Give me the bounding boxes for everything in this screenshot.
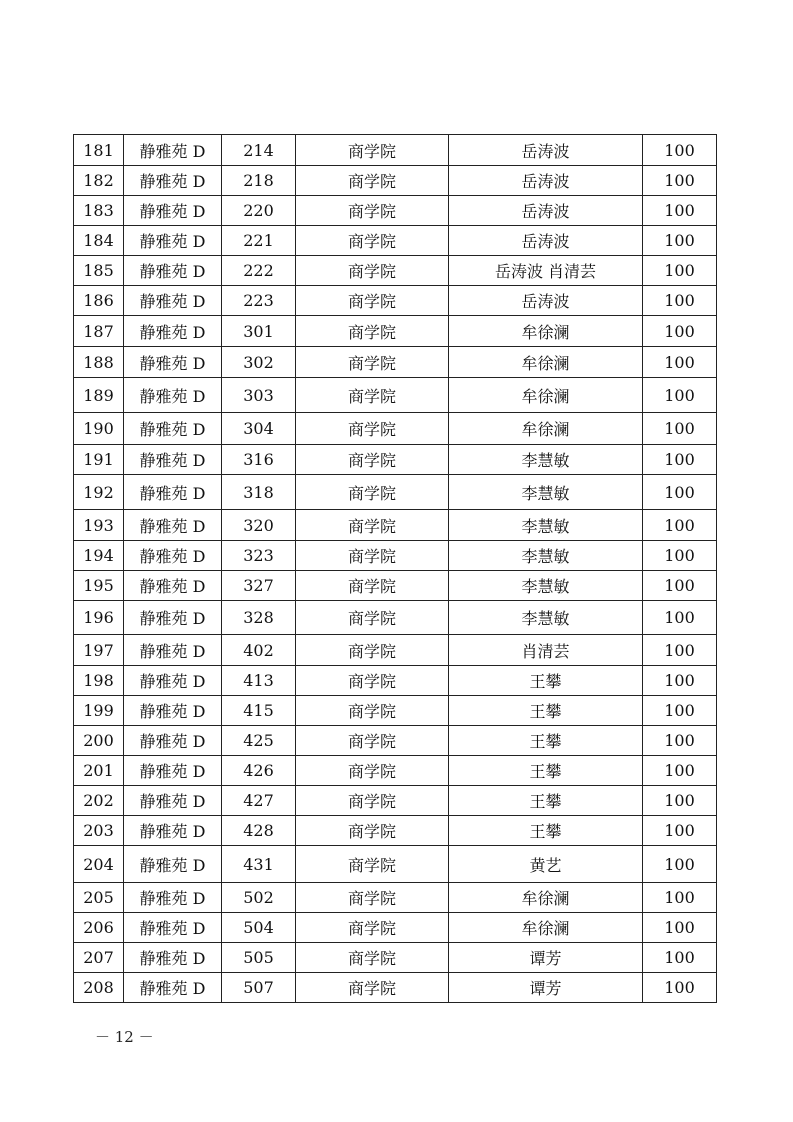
counselor-cell: 王攀 xyxy=(449,786,643,816)
table-row xyxy=(74,445,717,475)
college-cell: 商学院 xyxy=(296,286,449,316)
counselor-cell: 李慧敏 xyxy=(449,445,643,475)
row-number-cell: 196 xyxy=(74,601,124,635)
room-cell: 502 xyxy=(222,883,296,913)
counselor-cell: 王攀 xyxy=(449,696,643,726)
counselor-cell: 牟徐澜 xyxy=(449,378,643,413)
college-cell: 商学院 xyxy=(296,445,449,475)
row-number-cell: 187 xyxy=(74,316,124,347)
score-cell: 100 xyxy=(643,378,717,413)
row-number-cell: 203 xyxy=(74,816,124,846)
room-cell: 221 xyxy=(222,226,296,256)
counselor-cell: 谭芳 xyxy=(449,943,643,973)
counselor-cell: 岳涛波 xyxy=(449,286,643,316)
building-cell: 静雅苑 D xyxy=(124,256,222,286)
score-cell: 100 xyxy=(643,635,717,666)
room-cell: 303 xyxy=(222,378,296,413)
counselor-cell: 王攀 xyxy=(449,816,643,846)
score-cell: 100 xyxy=(643,696,717,726)
building-cell: 静雅苑 D xyxy=(124,601,222,635)
building-cell: 静雅苑 D xyxy=(124,756,222,786)
building-cell: 静雅苑 D xyxy=(124,913,222,943)
score-cell: 100 xyxy=(643,475,717,510)
counselor-cell: 李慧敏 xyxy=(449,510,643,541)
score-cell: 100 xyxy=(643,510,717,541)
counselor-cell: 牟徐澜 xyxy=(449,413,643,445)
score-cell: 100 xyxy=(643,256,717,286)
room-cell: 222 xyxy=(222,256,296,286)
row-number-cell: 191 xyxy=(74,445,124,475)
table-row xyxy=(74,601,717,635)
score-cell: 100 xyxy=(643,913,717,943)
room-cell: 220 xyxy=(222,196,296,226)
row-number-cell: 193 xyxy=(74,510,124,541)
college-cell: 商学院 xyxy=(296,316,449,347)
room-cell: 327 xyxy=(222,571,296,601)
building-cell: 静雅苑 D xyxy=(124,135,222,166)
room-cell: 428 xyxy=(222,816,296,846)
table-row xyxy=(74,571,717,601)
college-cell: 商学院 xyxy=(296,696,449,726)
room-cell: 426 xyxy=(222,756,296,786)
row-number-cell: 207 xyxy=(74,943,124,973)
college-cell: 商学院 xyxy=(296,635,449,666)
table-row xyxy=(74,816,717,846)
row-number-cell: 190 xyxy=(74,413,124,445)
score-cell: 100 xyxy=(643,445,717,475)
room-cell: 301 xyxy=(222,316,296,347)
building-cell: 静雅苑 D xyxy=(124,316,222,347)
row-number-cell: 183 xyxy=(74,196,124,226)
college-cell: 商学院 xyxy=(296,347,449,378)
building-cell: 静雅苑 D xyxy=(124,445,222,475)
score-cell: 100 xyxy=(643,756,717,786)
college-cell: 商学院 xyxy=(296,541,449,571)
counselor-cell: 牟徐澜 xyxy=(449,316,643,347)
college-cell: 商学院 xyxy=(296,666,449,696)
building-cell: 静雅苑 D xyxy=(124,666,222,696)
college-cell: 商学院 xyxy=(296,413,449,445)
college-cell: 商学院 xyxy=(296,166,449,196)
counselor-cell: 王攀 xyxy=(449,726,643,756)
counselor-cell: 王攀 xyxy=(449,756,643,786)
row-number-cell: 208 xyxy=(74,973,124,1003)
room-cell: 323 xyxy=(222,541,296,571)
counselor-cell: 李慧敏 xyxy=(449,571,643,601)
score-cell: 100 xyxy=(643,973,717,1003)
building-cell: 静雅苑 D xyxy=(124,226,222,256)
counselor-cell: 黄艺 xyxy=(449,846,643,883)
college-cell: 商学院 xyxy=(296,943,449,973)
college-cell: 商学院 xyxy=(296,846,449,883)
building-cell: 静雅苑 D xyxy=(124,413,222,445)
room-cell: 431 xyxy=(222,846,296,883)
building-cell: 静雅苑 D xyxy=(124,571,222,601)
row-number-cell: 192 xyxy=(74,475,124,510)
table-row xyxy=(74,973,717,1003)
counselor-cell: 牟徐澜 xyxy=(449,347,643,378)
table-row xyxy=(74,378,717,413)
row-number-cell: 198 xyxy=(74,666,124,696)
room-cell: 402 xyxy=(222,635,296,666)
score-cell: 100 xyxy=(643,786,717,816)
score-cell: 100 xyxy=(643,413,717,445)
table-body xyxy=(74,135,717,1003)
counselor-cell: 李慧敏 xyxy=(449,541,643,571)
score-cell: 100 xyxy=(643,286,717,316)
room-cell: 214 xyxy=(222,135,296,166)
counselor-cell: 岳涛波 肖清芸 xyxy=(449,256,643,286)
room-cell: 304 xyxy=(222,413,296,445)
score-cell: 100 xyxy=(643,816,717,846)
table-row xyxy=(74,913,717,943)
score-cell: 100 xyxy=(643,196,717,226)
table-row xyxy=(74,756,717,786)
building-cell: 静雅苑 D xyxy=(124,510,222,541)
score-cell: 100 xyxy=(643,316,717,347)
room-cell: 415 xyxy=(222,696,296,726)
building-cell: 静雅苑 D xyxy=(124,726,222,756)
row-number-cell: 194 xyxy=(74,541,124,571)
building-cell: 静雅苑 D xyxy=(124,475,222,510)
room-cell: 507 xyxy=(222,973,296,1003)
table-row xyxy=(74,475,717,510)
table-row xyxy=(74,541,717,571)
counselor-cell: 李慧敏 xyxy=(449,601,643,635)
row-number-cell: 184 xyxy=(74,226,124,256)
college-cell: 商学院 xyxy=(296,973,449,1003)
room-cell: 427 xyxy=(222,786,296,816)
table-row xyxy=(74,846,717,883)
table-row xyxy=(74,256,717,286)
table-row xyxy=(74,696,717,726)
college-cell: 商学院 xyxy=(296,196,449,226)
table-row xyxy=(74,226,717,256)
college-cell: 商学院 xyxy=(296,378,449,413)
building-cell: 静雅苑 D xyxy=(124,635,222,666)
score-cell: 100 xyxy=(643,846,717,883)
score-cell: 100 xyxy=(643,571,717,601)
college-cell: 商学院 xyxy=(296,475,449,510)
building-cell: 静雅苑 D xyxy=(124,973,222,1003)
table-row xyxy=(74,166,717,196)
dormitory-table xyxy=(73,134,717,1003)
score-cell: 100 xyxy=(643,726,717,756)
college-cell: 商学院 xyxy=(296,726,449,756)
college-cell: 商学院 xyxy=(296,883,449,913)
counselor-cell: 牟徐澜 xyxy=(449,913,643,943)
table-row xyxy=(74,510,717,541)
table-row xyxy=(74,286,717,316)
table-row xyxy=(74,635,717,666)
row-number-cell: 200 xyxy=(74,726,124,756)
table-row xyxy=(74,347,717,378)
building-cell: 静雅苑 D xyxy=(124,378,222,413)
college-cell: 商学院 xyxy=(296,256,449,286)
room-cell: 425 xyxy=(222,726,296,756)
counselor-cell: 岳涛波 xyxy=(449,196,643,226)
building-cell: 静雅苑 D xyxy=(124,347,222,378)
counselor-cell: 牟徐澜 xyxy=(449,883,643,913)
score-cell: 100 xyxy=(643,347,717,378)
row-number-cell: 201 xyxy=(74,756,124,786)
row-number-cell: 199 xyxy=(74,696,124,726)
room-cell: 316 xyxy=(222,445,296,475)
row-number-cell: 182 xyxy=(74,166,124,196)
building-cell: 静雅苑 D xyxy=(124,196,222,226)
college-cell: 商学院 xyxy=(296,816,449,846)
table-row xyxy=(74,786,717,816)
college-cell: 商学院 xyxy=(296,601,449,635)
row-number-cell: 186 xyxy=(74,286,124,316)
college-cell: 商学院 xyxy=(296,226,449,256)
counselor-cell: 岳涛波 xyxy=(449,166,643,196)
row-number-cell: 189 xyxy=(74,378,124,413)
score-cell: 100 xyxy=(643,943,717,973)
room-cell: 413 xyxy=(222,666,296,696)
table-row xyxy=(74,316,717,347)
building-cell: 静雅苑 D xyxy=(124,286,222,316)
table-row xyxy=(74,666,717,696)
room-cell: 318 xyxy=(222,475,296,510)
college-cell: 商学院 xyxy=(296,510,449,541)
score-cell: 100 xyxy=(643,666,717,696)
counselor-cell: 肖清芸 xyxy=(449,635,643,666)
counselor-cell: 岳涛波 xyxy=(449,226,643,256)
table-row xyxy=(74,943,717,973)
row-number-cell: 206 xyxy=(74,913,124,943)
building-cell: 静雅苑 D xyxy=(124,541,222,571)
score-cell: 100 xyxy=(643,166,717,196)
building-cell: 静雅苑 D xyxy=(124,696,222,726)
score-cell: 100 xyxy=(643,226,717,256)
table-row xyxy=(74,196,717,226)
row-number-cell: 188 xyxy=(74,347,124,378)
score-cell: 100 xyxy=(643,541,717,571)
counselor-cell: 王攀 xyxy=(449,666,643,696)
counselor-cell: 岳涛波 xyxy=(449,135,643,166)
counselor-cell: 谭芳 xyxy=(449,973,643,1003)
counselor-cell: 李慧敏 xyxy=(449,475,643,510)
building-cell: 静雅苑 D xyxy=(124,816,222,846)
college-cell: 商学院 xyxy=(296,756,449,786)
row-number-cell: 195 xyxy=(74,571,124,601)
room-cell: 218 xyxy=(222,166,296,196)
building-cell: 静雅苑 D xyxy=(124,846,222,883)
room-cell: 320 xyxy=(222,510,296,541)
table-row xyxy=(74,413,717,445)
building-cell: 静雅苑 D xyxy=(124,166,222,196)
table-row xyxy=(74,883,717,913)
row-number-cell: 181 xyxy=(74,135,124,166)
score-cell: 100 xyxy=(643,601,717,635)
row-number-cell: 197 xyxy=(74,635,124,666)
room-cell: 504 xyxy=(222,913,296,943)
room-cell: 328 xyxy=(222,601,296,635)
college-cell: 商学院 xyxy=(296,571,449,601)
table-row xyxy=(74,135,717,166)
row-number-cell: 205 xyxy=(74,883,124,913)
page-number: － 12 － xyxy=(95,1028,154,1046)
score-cell: 100 xyxy=(643,135,717,166)
score-cell: 100 xyxy=(643,883,717,913)
table-row xyxy=(74,726,717,756)
building-cell: 静雅苑 D xyxy=(124,786,222,816)
college-cell: 商学院 xyxy=(296,913,449,943)
row-number-cell: 204 xyxy=(74,846,124,883)
college-cell: 商学院 xyxy=(296,135,449,166)
college-cell: 商学院 xyxy=(296,786,449,816)
row-number-cell: 202 xyxy=(74,786,124,816)
room-cell: 302 xyxy=(222,347,296,378)
room-cell: 223 xyxy=(222,286,296,316)
building-cell: 静雅苑 D xyxy=(124,943,222,973)
row-number-cell: 185 xyxy=(74,256,124,286)
building-cell: 静雅苑 D xyxy=(124,883,222,913)
room-cell: 505 xyxy=(222,943,296,973)
